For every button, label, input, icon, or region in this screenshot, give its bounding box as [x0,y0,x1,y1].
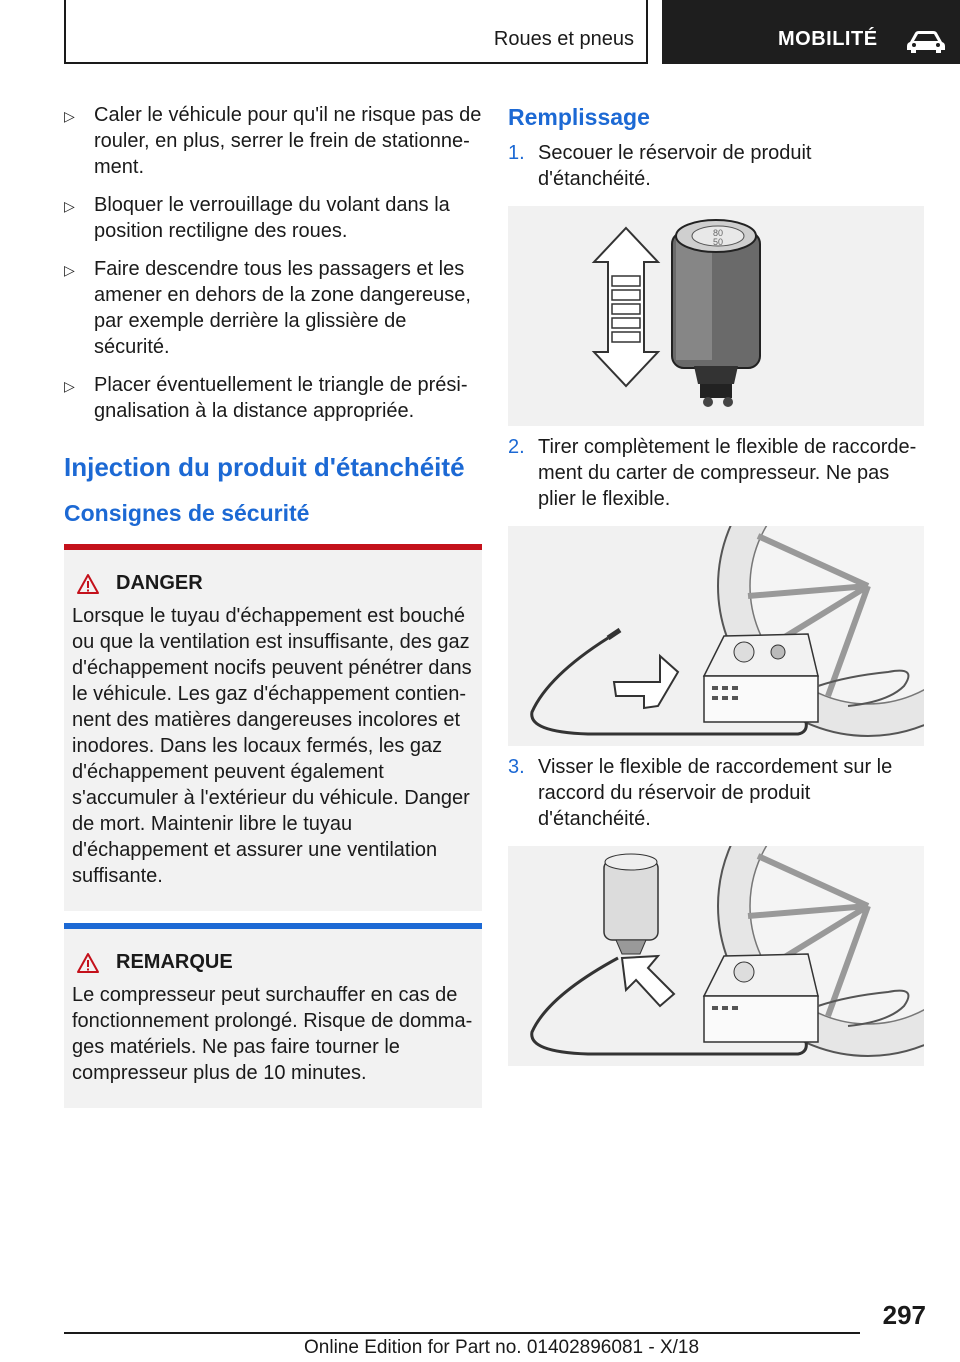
danger-notice-header [72,572,474,595]
step-item [508,434,924,512]
list-item-text: Bloquer le verrouillage du volant dans la position rectiligne des roues. [94,194,450,242]
remark-notice-text: Le compresseur peut surchauffer en cas de fonctionnement prolongé. Risque de dommages matériels. Ne pas faire tourner le compresseur plus de 10 minutes. [72,984,473,1084]
list-item-text: Caler le véhicule pour qu'il ne risque pas de rouler, en plus, serrer le frein de stationnement. [94,104,482,178]
figure-screw-hose-to-bottle [508,846,924,1066]
step-item [508,754,924,832]
triangle-bullet-icon: ▷ [64,198,75,214]
danger-notice-title: DANGER [116,572,203,594]
figure-pull-hose [508,526,924,746]
figure-shake-sealant-bottle [508,206,924,426]
bottle-label-top: 80 [712,228,724,238]
step-number: 1. [508,142,525,164]
remark-notice [64,923,482,1108]
step-item [508,140,924,192]
list-item-text: Faire descendre tous les passagers et les amener en dehors de la zone dangereuse, par exemple derrière la glissière de sécurité. [94,258,471,358]
compressor-hose-illustration [508,526,924,746]
list-item-text: Placer éventuellement le triangle de présignalisation à la distance appropriée. [94,374,468,422]
header-chapter-title: MOBILITÉ [778,28,878,50]
warning-triangle-icon [76,952,100,974]
step-text: Visser le flexible de raccordement sur le raccord du réservoir de produit d'étanchéité. [538,756,893,830]
footer-divider [64,1332,860,1334]
triangle-bullet-icon: ▷ [64,262,75,278]
danger-notice [64,544,482,911]
filling-title: Remplissage [508,104,650,130]
header-section-box [64,0,648,64]
hose-bottle-connection-illustration [508,846,924,1066]
danger-notice-text: Lorsque le tuyau d'échappement est bouché ou que la ventilation est insuffisante, des gaz d'échappement nocifs peuvent pénétrer dans le véhicule. Les gaz d'échappement contiennent des matières dangereuses incolores et inodores. Dans les locaux fermés, les gaz d'échappement peuvent également s'accumuler à l'extérieur du véhicule. Danger de mort. Maintenir libre le tuyau d'échappement et assurer une ventilation suffisante. [72,605,472,887]
right-column [508,102,924,1066]
step-number: 3. [508,756,525,778]
header-section-title: Roues et pneus [493,28,634,50]
subsection-title: Consignes de sécurité [64,500,310,526]
step-text: Secouer le réservoir de produit d'étanchéité. [538,142,812,190]
sealant-bottle-illustration [508,206,924,426]
step-number: 2. [508,436,525,458]
footer-edition-text: Online Edition for Part no. 01402896081 - X/18 [304,1337,700,1358]
bottle-label-bottom: 50 [712,237,724,247]
left-column [64,102,482,1108]
remark-notice-title: REMARQUE [116,951,233,973]
list-item [64,102,482,180]
list-item [64,372,482,424]
step-text: Tirer complètement le flexible de raccordement du carter de compresseur. Ne pas plier le flexible. [538,436,917,510]
remark-notice-header [72,951,474,974]
warning-triangle-icon [76,573,100,595]
page-number: 297 [882,1300,926,1330]
header-chapter-tab [662,0,960,64]
list-item [64,256,482,360]
car-icon [906,28,946,54]
triangle-bullet-icon: ▷ [64,378,75,394]
list-item [64,192,482,244]
triangle-bullet-icon: ▷ [64,108,75,124]
section-title: Injection du produit d'étanchéité [64,452,465,482]
